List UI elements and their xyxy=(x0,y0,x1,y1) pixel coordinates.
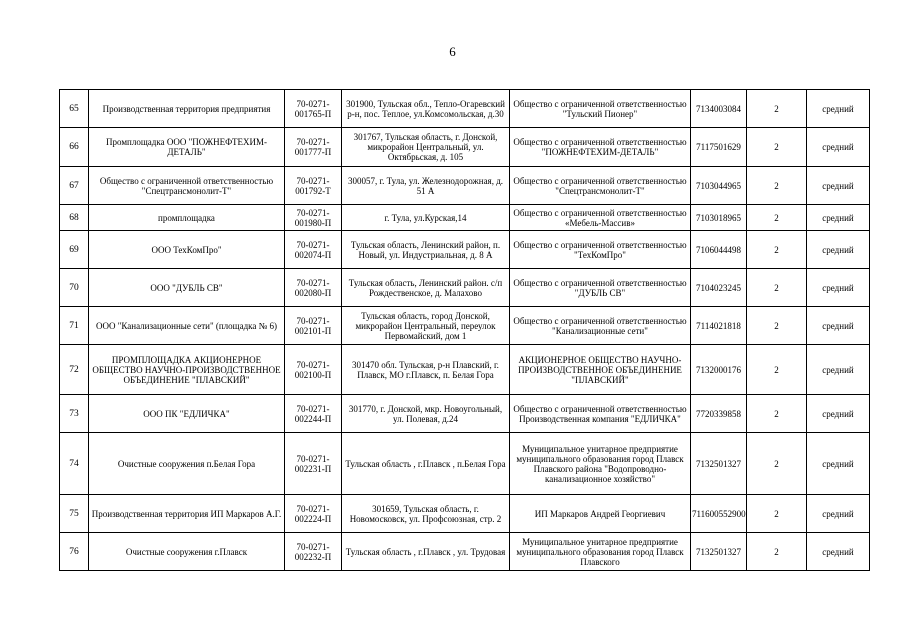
row-number: 72 xyxy=(60,345,89,395)
risk-level: средний xyxy=(807,495,870,533)
object-category: 2 xyxy=(747,345,807,395)
table-row xyxy=(60,231,870,269)
row-number: 66 xyxy=(60,128,89,167)
table-row xyxy=(60,167,870,205)
object-category: 2 xyxy=(747,269,807,307)
object-name: Производственная территория предприятия xyxy=(89,90,285,128)
table-row xyxy=(60,345,870,395)
row-number: 67 xyxy=(60,167,89,205)
operator-inn: 7114021818 xyxy=(691,307,747,345)
object-code: 70-0271-002224-П xyxy=(285,495,342,533)
object-name: ООО ПК "ЕДЛИЧКА" xyxy=(89,395,285,433)
operator-name: Общество с ограниченной ответственностью Производственная компания "ЕДЛИЧКА" xyxy=(510,395,691,433)
row-number: 74 xyxy=(60,433,89,495)
risk-level: средний xyxy=(807,533,870,571)
risk-level: средний xyxy=(807,90,870,128)
risk-level: средний xyxy=(807,205,870,231)
operator-inn: 7117501629 xyxy=(691,128,747,167)
object-name: Общество с ограниченной ответственностью "Спецтрансмонолит-Т" xyxy=(89,167,285,205)
object-address: 301659, Тульская область, г. Новомосковск, ул. Профсоюзная, стр. 2 xyxy=(342,495,510,533)
risk-level: средний xyxy=(807,307,870,345)
operator-name: Общество с ограниченной ответственностью "ДУБЛЬ СВ" xyxy=(510,269,691,307)
object-code: 70-0271-002231-П xyxy=(285,433,342,495)
object-name: Очистные сооружения п.Белая Гора xyxy=(89,433,285,495)
registry-table xyxy=(59,89,870,571)
object-name: ПРОМПЛОЩАДКА АКЦИОНЕРНОЕ ОБЩЕСТВО НАУЧНО-ПРОИЗВОДСТВЕННОЕ ОБЪЕДИНЕНИЕ "ПЛАВСКИЙ" xyxy=(89,345,285,395)
object-name: ООО "Канализационные сети" (площадка № 6) xyxy=(89,307,285,345)
operator-name: Муниципальное унитарное предприятие муниципального образования город Плавск Плавского района "Водопроводно-канализационное хозяйство" xyxy=(510,433,691,495)
table-row xyxy=(60,269,870,307)
object-address: г. Тула, ул.Курская,14 xyxy=(342,205,510,231)
table-row xyxy=(60,395,870,433)
operator-inn: 7103018965 xyxy=(691,205,747,231)
object-category: 2 xyxy=(747,90,807,128)
object-address: 301470 обл. Тульская, р-н Плавский, г. Плавск, МО г.Плавск, п. Белая Гора xyxy=(342,345,510,395)
row-number: 65 xyxy=(60,90,89,128)
object-code: 70-0271-002232-П xyxy=(285,533,342,571)
operator-inn: 7132501327 xyxy=(691,433,747,495)
risk-level: средний xyxy=(807,269,870,307)
object-address: 301770, г. Донской, мкр. Новоугольный, ул. Полевая, д.24 xyxy=(342,395,510,433)
table-row xyxy=(60,307,870,345)
operator-inn: 7720339858 xyxy=(691,395,747,433)
risk-level: средний xyxy=(807,345,870,395)
operator-inn: 7132501327 xyxy=(691,533,747,571)
object-address: Тульская область, город Донской, микрорайон Центральный, переулок Первомайский, дом 1 xyxy=(342,307,510,345)
risk-level: средний xyxy=(807,128,870,167)
operator-inn: 7103044965 xyxy=(691,167,747,205)
operator-name: Общество с ограниченной ответственностью «Мебель-Массив» xyxy=(510,205,691,231)
object-code: 70-0271-002080-П xyxy=(285,269,342,307)
risk-level: средний xyxy=(807,433,870,495)
object-name: ООО "ДУБЛЬ СВ" xyxy=(89,269,285,307)
operator-name: Общество с ограниченной ответственностью "Спецтрансмонолит-Т" xyxy=(510,167,691,205)
object-code: 70-0271-001777-П xyxy=(285,128,342,167)
operator-name: Общество с ограниченной ответственностью "Канализационные сети" xyxy=(510,307,691,345)
table-row xyxy=(60,128,870,167)
table-row xyxy=(60,433,870,495)
table-row xyxy=(60,90,870,128)
risk-level: средний xyxy=(807,167,870,205)
object-category: 2 xyxy=(747,533,807,571)
row-number: 70 xyxy=(60,269,89,307)
object-name: ООО ТехКомПро" xyxy=(89,231,285,269)
object-address: Тульская область, Ленинский район. с/п Рождественское, д. Малахово xyxy=(342,269,510,307)
object-code: 70-0271-002101-П xyxy=(285,307,342,345)
table-row xyxy=(60,533,870,571)
operator-inn: 7104023245 xyxy=(691,269,747,307)
object-category: 2 xyxy=(747,395,807,433)
operator-inn: 7132000176 xyxy=(691,345,747,395)
object-name: Производственная территория ИП Маркаров А.Г. xyxy=(89,495,285,533)
object-category: 2 xyxy=(747,205,807,231)
object-category: 2 xyxy=(747,495,807,533)
table-row xyxy=(60,205,870,231)
object-category: 2 xyxy=(747,433,807,495)
table-body xyxy=(60,90,870,571)
operator-name: АКЦИОНЕРНОЕ ОБЩЕСТВО НАУЧНО- ПРОИЗВОДСТВЕННОЕ ОБЪЕДИНЕНИЕ "ПЛАВСКИЙ" xyxy=(510,345,691,395)
object-code: 70-0271-001792-Т xyxy=(285,167,342,205)
row-number: 71 xyxy=(60,307,89,345)
operator-inn: 7106044498 xyxy=(691,231,747,269)
object-address: 301767, Тульская область, г. Донской, микрорайон Центральный, ул. Октябрьская, д. 105 xyxy=(342,128,510,167)
object-code: 70-0271-002100-П xyxy=(285,345,342,395)
operator-inn: 711600552900 xyxy=(691,495,747,533)
object-category: 2 xyxy=(747,307,807,345)
object-name: Очистные сооружения г.Плавск xyxy=(89,533,285,571)
object-address: Тульская область , г.Плавск , п.Белая Гора xyxy=(342,433,510,495)
table-row xyxy=(60,495,870,533)
page-number: 6 xyxy=(449,44,456,59)
operator-name: Общество с ограниченной ответственностью "Тульский Пионер" xyxy=(510,90,691,128)
operator-name: Общество с ограниченной ответственностью "ТехКомПро" xyxy=(510,231,691,269)
object-address: Тульская область , г.Плавск , ул. Трудовая xyxy=(342,533,510,571)
operator-name: Муниципальное унитарное предприятие муниципального образования город Плавск Плавского xyxy=(510,533,691,571)
object-name: промплощадка xyxy=(89,205,285,231)
row-number: 76 xyxy=(60,533,89,571)
object-code: 70-0271-001765-П xyxy=(285,90,342,128)
object-category: 2 xyxy=(747,167,807,205)
operator-inn: 7134003084 xyxy=(691,90,747,128)
object-address: Тульская область, Ленинский район, п. Новый, ул. Индустриальная, д. 8 А xyxy=(342,231,510,269)
object-code: 70-0271-002074-П xyxy=(285,231,342,269)
row-number: 73 xyxy=(60,395,89,433)
row-number: 68 xyxy=(60,205,89,231)
object-address: 301900, Тульская обл., Тепло-Огаревский р-н, пос. Теплое, ул.Комсомольская, д.30 xyxy=(342,90,510,128)
risk-level: средний xyxy=(807,395,870,433)
object-name: Промплощадка ООО "ПОЖНЕФТЕХИМ-ДЕТАЛЬ" xyxy=(89,128,285,167)
object-code: 70-0271-002244-П xyxy=(285,395,342,433)
operator-name: ИП Маркаров Андрей Георгиевич xyxy=(510,495,691,533)
object-category: 2 xyxy=(747,128,807,167)
object-category: 2 xyxy=(747,231,807,269)
row-number: 75 xyxy=(60,495,89,533)
object-address: 300057, г. Тула, ул. Железнодорожная, д. 51 А xyxy=(342,167,510,205)
object-code: 70-0271-001980-П xyxy=(285,205,342,231)
operator-name: Общество с ограниченной ответственностью "ПОЖНЕФТЕХИМ-ДЕТАЛЬ" xyxy=(510,128,691,167)
row-number: 69 xyxy=(60,231,89,269)
risk-level: средний xyxy=(807,231,870,269)
